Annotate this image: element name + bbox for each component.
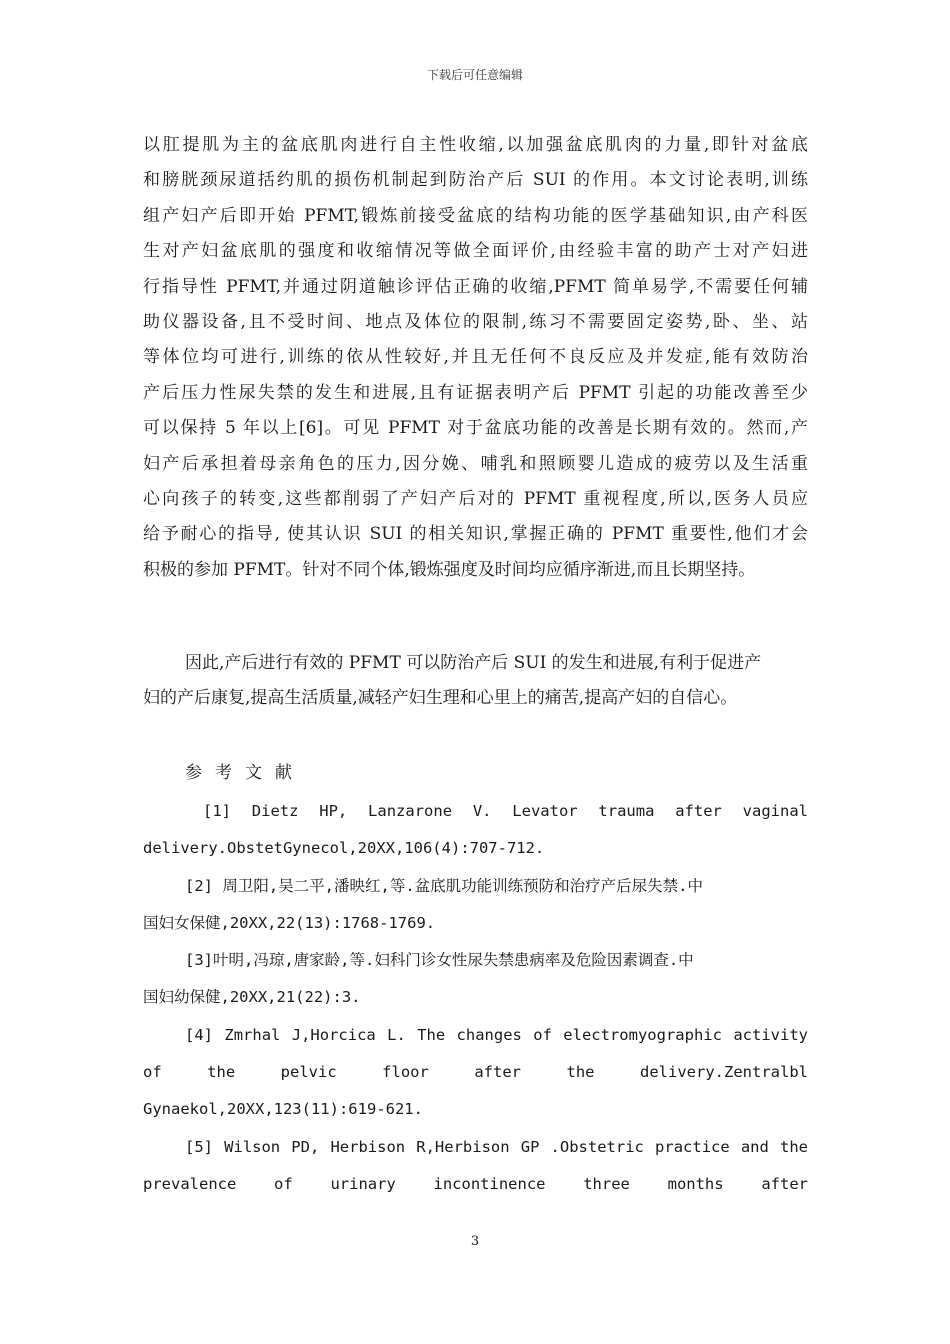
paragraph-line: 给予耐心的指导, 使其认识 SUI 的相关知识,掌握正确的 PFMT 重要性,他们才会 — [143, 524, 808, 545]
paragraph-line: 生对产妇盆底肌的强度和收缩情况等做全面评价,由经验丰富的助产士对产妇进 — [143, 241, 808, 262]
paragraph-line: 等体位均可进行,训练的依从性较好,并且无任何不良反应及并发症,能有效防治 — [143, 347, 808, 368]
page-header: 下载后可任意编辑 — [426, 68, 523, 82]
reference-line: of the pelvic floor after the delivery.Zentralbl — [143, 1063, 808, 1082]
paragraph-line: 行指导性 PFMT,并通过阴道触诊评估正确的收缩,PFMT 简单易学,不需要任何辅 — [143, 276, 808, 297]
body-paragraph-1 — [143, 128, 808, 588]
reference-line: [5] Wilson PD, Herbison R,Herbison GP .Obstetric practice and the — [185, 1137, 808, 1156]
paragraph-line: 组产妇产后即开始 PFMT,锻炼前接受盆底的结构功能的医学基础知识,由产科医 — [143, 205, 808, 226]
reference-line: 国妇女保健,20XX,22(13):1768-1769. — [143, 913, 436, 932]
reference-item — [143, 1017, 808, 1129]
reference-line: 国妇幼保健,20XX,21(22):3. — [143, 988, 361, 1007]
paragraph-line: 可以保持 5 年以上[6]。可见 PFMT 对于盆底功能的改善是长期有效的。然而,产 — [143, 418, 808, 439]
paragraph-line: 妇的产后康复,提高生活质量,减轻产妇生理和心里上的痛苦,提高产妇的自信心。 — [143, 688, 738, 709]
paragraph-line: 积极的参加 PFMT。针对不同个体,锻炼强度及时间均应循序渐进,而且长期坚持。 — [143, 559, 756, 580]
paragraph-line: 和膀胱颈尿道括约肌的损伤机制起到防治产后 SUI 的作用。本文讨论表明,训练 — [143, 170, 808, 191]
paragraph-line: 因此,产后进行有效的 PFMT 可以防治产后 SUI 的发生和进展,有利于促进产 — [185, 653, 762, 673]
paragraph-line: 心向孩子的转变,这些都削弱了产妇产后对的 PFMT 重视程度,所以,医务人员应 — [143, 489, 808, 510]
page-number: 3 — [470, 1234, 480, 1249]
reference-line: [1] Dietz HP, Lanzarone V. Levator trauma after vaginal — [203, 802, 808, 820]
paragraph-line: 产后压力性尿失禁的发生和进展,且有证据表明产后 PFMT 引起的功能改善至少 — [143, 382, 808, 403]
reference-line: delivery.ObstetGynecol,20XX,106(4):707-712. — [143, 839, 545, 858]
reference-item — [143, 793, 808, 868]
reference-list — [143, 793, 808, 1203]
paragraph-line: 妇产后承担着母亲角色的压力,因分娩、哺乳和照顾婴儿造成的疲劳以及生活重 — [143, 453, 808, 474]
reference-item — [143, 868, 808, 943]
reference-item — [143, 942, 808, 1017]
reference-item — [143, 1129, 808, 1204]
body-paragraph-2 — [143, 646, 808, 717]
paragraph-line: 以肛提肌为主的盆底肌肉进行自主性收缩,以加强盆底肌肉的力量,即针对盆底 — [143, 135, 808, 155]
references-heading: 参考文献 — [185, 763, 305, 783]
reference-line: Gynaekol,20XX,123(11):619-621. — [143, 1100, 423, 1119]
reference-line: [3]叶明,冯琼,唐家龄,等.妇科门诊女性尿失禁患病率及危险因素调查.中 — [185, 951, 694, 970]
reference-line: [2] 周卫阳,吴二平,潘映红,等.盆底肌功能训练预防和治疗产后尿失禁.中 — [185, 876, 703, 895]
reference-line: prevalence of urinary incontinence three months after — [143, 1174, 808, 1193]
reference-line: [4] Zmrhal J,Horcica L. The changes of electromyographic activity — [185, 1025, 808, 1044]
paragraph-line: 助仪器设备,且不受时间、地点及体位的限制,练习不需要固定姿势,卧、坐、站 — [143, 312, 808, 333]
